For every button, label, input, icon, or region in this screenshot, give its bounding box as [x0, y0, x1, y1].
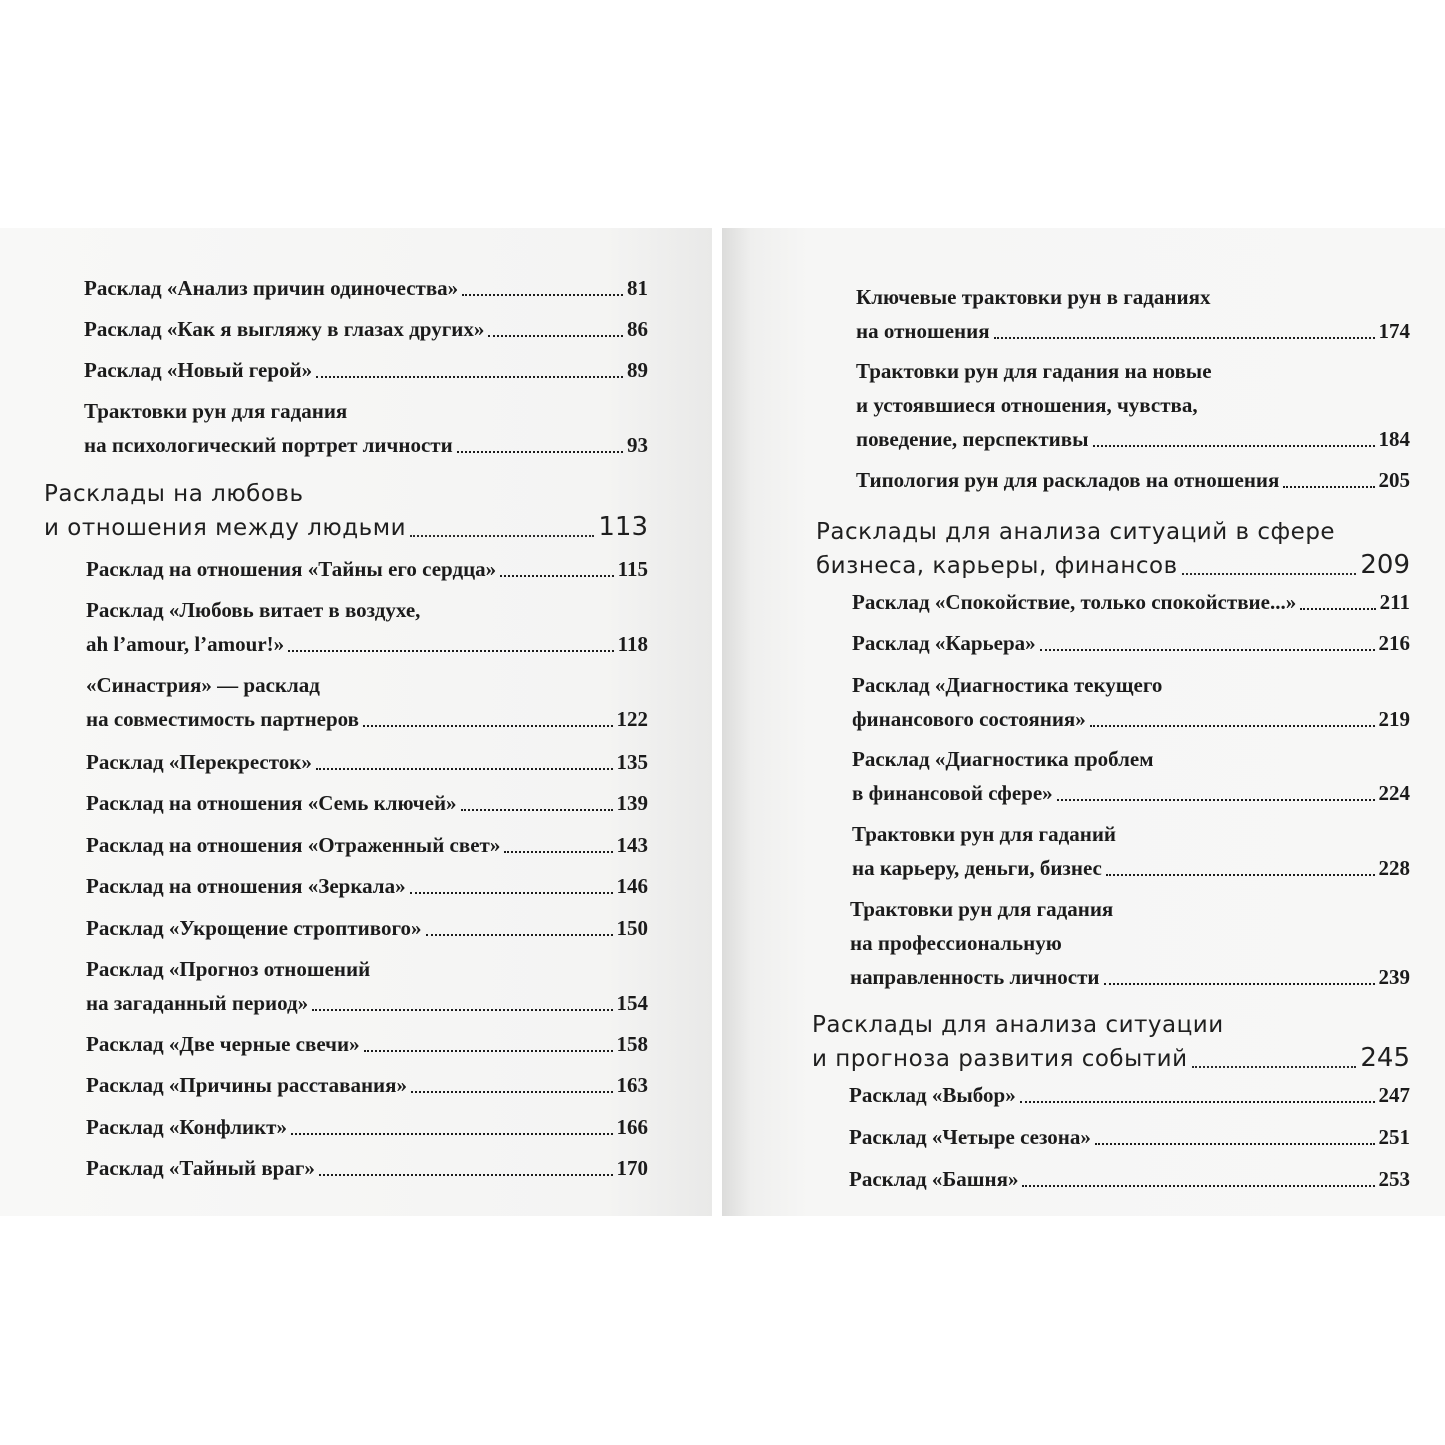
page-number: 247 — [1378, 1083, 1410, 1107]
toc-entry-title-line: Расклад «Диагностика текущего — [852, 673, 1163, 697]
toc-entry-title: Расклад «Укрощение строптивого» — [86, 916, 422, 940]
toc-entry — [852, 626, 1410, 660]
toc-entry-title: Расклад «Новый герой» — [84, 358, 313, 382]
page-number: 253 — [1378, 1167, 1410, 1191]
page-number: 118 — [617, 632, 648, 656]
toc-entry — [86, 593, 648, 661]
toc-entry-title: Расклад на отношения «Тайны его сердца» — [86, 557, 497, 581]
page-number: 139 — [616, 791, 648, 815]
toc-entry — [86, 1110, 648, 1144]
page-number: 211 — [1379, 590, 1410, 614]
toc-entry — [86, 552, 648, 586]
toc-entry-title: Расклад на отношения «Семь ключей» — [86, 791, 457, 815]
toc-entry-title: ah l’amour, l’amour!» — [86, 632, 285, 656]
leader-dots — [1192, 1066, 1357, 1068]
toc-entry-title: Расклад на отношения «Отраженный свет» — [86, 833, 501, 857]
toc-entry — [86, 869, 648, 903]
leader-dots — [1093, 445, 1375, 447]
toc-entry — [86, 668, 648, 736]
section-title-line: Расклады для анализа ситуаций в сфере — [816, 519, 1336, 545]
toc-entry-title: на совместимость партнеров — [86, 707, 359, 731]
section-title: и отношения между людьми — [44, 515, 407, 541]
page-number: 89 — [627, 358, 648, 382]
page-number: 163 — [616, 1073, 648, 1097]
leader-dots — [1106, 874, 1375, 876]
toc-entry — [86, 952, 648, 1020]
page-number: 115 — [617, 557, 648, 581]
leader-dots — [504, 851, 612, 853]
toc-entry — [849, 1120, 1410, 1154]
leader-dots — [319, 1174, 613, 1176]
page-number: 245 — [1360, 1043, 1410, 1073]
page-number: 251 — [1378, 1125, 1410, 1149]
leader-dots — [426, 934, 613, 936]
page-number: 170 — [616, 1156, 648, 1180]
leader-dots — [1090, 725, 1375, 727]
toc-entry-title: финансового состояния» — [852, 707, 1086, 731]
toc-section-heading — [44, 478, 648, 545]
leader-dots — [1095, 1143, 1375, 1145]
page-number: 174 — [1378, 319, 1410, 343]
toc-entry — [84, 353, 648, 387]
page-number: 166 — [616, 1115, 648, 1139]
toc-entry-title: Расклад «Спокойствие, только спокойствие...» — [852, 590, 1297, 614]
leader-dots — [462, 294, 623, 296]
leader-dots — [461, 809, 613, 811]
toc-entry — [852, 742, 1410, 810]
toc-entry-title-line: на профессиональную — [850, 931, 1062, 955]
page-number: 93 — [627, 433, 648, 457]
page-number: 150 — [616, 916, 648, 940]
page-number: 135 — [616, 750, 648, 774]
leader-dots — [363, 725, 613, 727]
book-gutter — [712, 228, 722, 1216]
leader-dots — [1283, 486, 1374, 488]
leader-dots — [1022, 1185, 1374, 1187]
section-title-line: Расклады на любовь — [44, 481, 304, 507]
leader-dots — [316, 376, 623, 378]
page-number: 113 — [598, 512, 648, 542]
section-title: и прогноза развития событий — [812, 1046, 1188, 1072]
toc-entry — [84, 394, 648, 462]
toc-entry-title: Расклад «Две черные свечи» — [86, 1032, 360, 1056]
leader-dots — [316, 768, 613, 770]
toc-entry-title-line: Ключевые трактовки рун в гаданиях — [856, 285, 1211, 309]
toc-entry — [84, 312, 648, 346]
toc-entry — [856, 354, 1410, 456]
page-number: 224 — [1378, 781, 1410, 805]
page-number: 219 — [1378, 707, 1410, 731]
section-title-line: Расклады для анализа ситуации — [812, 1012, 1224, 1038]
leader-dots — [1182, 573, 1357, 575]
toc-entry — [849, 1162, 1410, 1196]
toc-entry-title: на карьеру, деньги, бизнес — [852, 856, 1102, 880]
left-page — [0, 228, 712, 1216]
page-number: 216 — [1378, 631, 1410, 655]
page-number: 146 — [616, 874, 648, 898]
toc-entry-title: Расклад «Четыре сезона» — [849, 1125, 1091, 1149]
toc-entry — [852, 585, 1410, 619]
toc-entry-title: Расклад на отношения «Зеркала» — [86, 874, 406, 898]
toc-entry-title: Расклад «Анализ причин одиночества» — [84, 276, 459, 300]
toc-entry — [86, 745, 648, 779]
toc-entry-title: поведение, перспективы — [856, 427, 1089, 451]
page-number: 81 — [627, 276, 648, 300]
toc-entry-title: Расклад «Как я выгляжу в глазах других» — [84, 317, 485, 341]
toc-entry-title: Расклад «Конфликт» — [86, 1115, 287, 1139]
toc-entry-title-line: Трактовки рун для гадания — [850, 897, 1114, 921]
toc-entry-title-line: Расклад «Любовь витает в воздухе, — [86, 598, 421, 622]
toc-entry-title-line: Трактовки рун для гаданий — [852, 822, 1117, 846]
section-title: бизнеса, карьеры, финансов — [816, 553, 1178, 579]
toc-entry-title: Расклад «Перекресток» — [86, 750, 312, 774]
leader-dots — [1057, 799, 1375, 801]
leader-dots — [994, 337, 1375, 339]
leader-dots — [364, 1050, 613, 1052]
leader-dots — [288, 650, 614, 652]
toc-entry-title: на психологический портрет личности — [84, 433, 453, 457]
toc-entry — [86, 786, 648, 820]
toc-entry — [86, 828, 648, 862]
toc-entry-title: Расклад «Тайный враг» — [86, 1156, 315, 1180]
leader-dots — [1300, 608, 1375, 610]
toc-entry-title: на загаданный период» — [86, 991, 309, 1015]
toc-entry — [849, 1078, 1410, 1112]
toc-entry — [850, 892, 1410, 994]
toc-entry — [86, 1151, 648, 1185]
toc-entry-title: направленность личности — [850, 965, 1100, 989]
page-number: 122 — [616, 707, 648, 731]
leader-dots — [312, 1009, 612, 1011]
page-number: 228 — [1378, 856, 1410, 880]
toc-entry-title-line: Расклад «Диагностика проблем — [852, 747, 1154, 771]
leader-dots — [410, 535, 594, 537]
page-number: 205 — [1378, 468, 1410, 492]
toc-entry-title: Расклад «Карьера» — [852, 631, 1036, 655]
leader-dots — [411, 1091, 613, 1093]
page-number: 143 — [616, 833, 648, 857]
toc-entry-title-line: Трактовки рун для гадания — [84, 399, 348, 423]
page-number: 158 — [616, 1032, 648, 1056]
page-number: 86 — [627, 317, 648, 341]
toc-entry — [852, 668, 1410, 736]
leader-dots — [1020, 1101, 1375, 1103]
right-page — [722, 228, 1445, 1216]
toc-section-heading — [816, 516, 1410, 583]
toc-entry — [84, 271, 648, 305]
page-number: 239 — [1378, 965, 1410, 989]
toc-entry — [856, 463, 1410, 497]
toc-entry-title-line: «Синастрия» — расклад — [86, 673, 320, 697]
leader-dots — [410, 892, 613, 894]
toc-entry-title: на отношения — [856, 319, 990, 343]
toc-entry-title-line: Трактовки рун для гадания на новые — [856, 359, 1212, 383]
leader-dots — [1040, 649, 1375, 651]
toc-entry — [86, 1027, 648, 1061]
toc-entry-title: Типология рун для раскладов на отношения — [856, 468, 1280, 492]
toc-entry-title: Расклад «Выбор» — [849, 1083, 1016, 1107]
page-number: 184 — [1378, 427, 1410, 451]
toc-entry — [856, 280, 1410, 348]
leader-dots — [457, 451, 623, 453]
toc-entry — [852, 817, 1410, 885]
toc-entry-title: в финансовой сфере» — [852, 781, 1053, 805]
toc-entry — [86, 1068, 648, 1102]
leader-dots — [291, 1133, 613, 1135]
leader-dots — [1104, 983, 1375, 985]
toc-entry-title: Расклад «Причины расставания» — [86, 1073, 407, 1097]
toc-section-heading — [812, 1009, 1410, 1076]
toc-entry-title-line: и устоявшиеся отношения, чувства, — [856, 393, 1198, 417]
leader-dots — [500, 575, 613, 577]
toc-entry-title-line: Расклад «Прогноз отношений — [86, 957, 371, 981]
toc-entry-title: Расклад «Башня» — [849, 1167, 1019, 1191]
leader-dots — [488, 335, 623, 337]
page-number: 209 — [1360, 550, 1410, 580]
toc-entry — [86, 911, 648, 945]
page-number: 154 — [616, 991, 648, 1015]
